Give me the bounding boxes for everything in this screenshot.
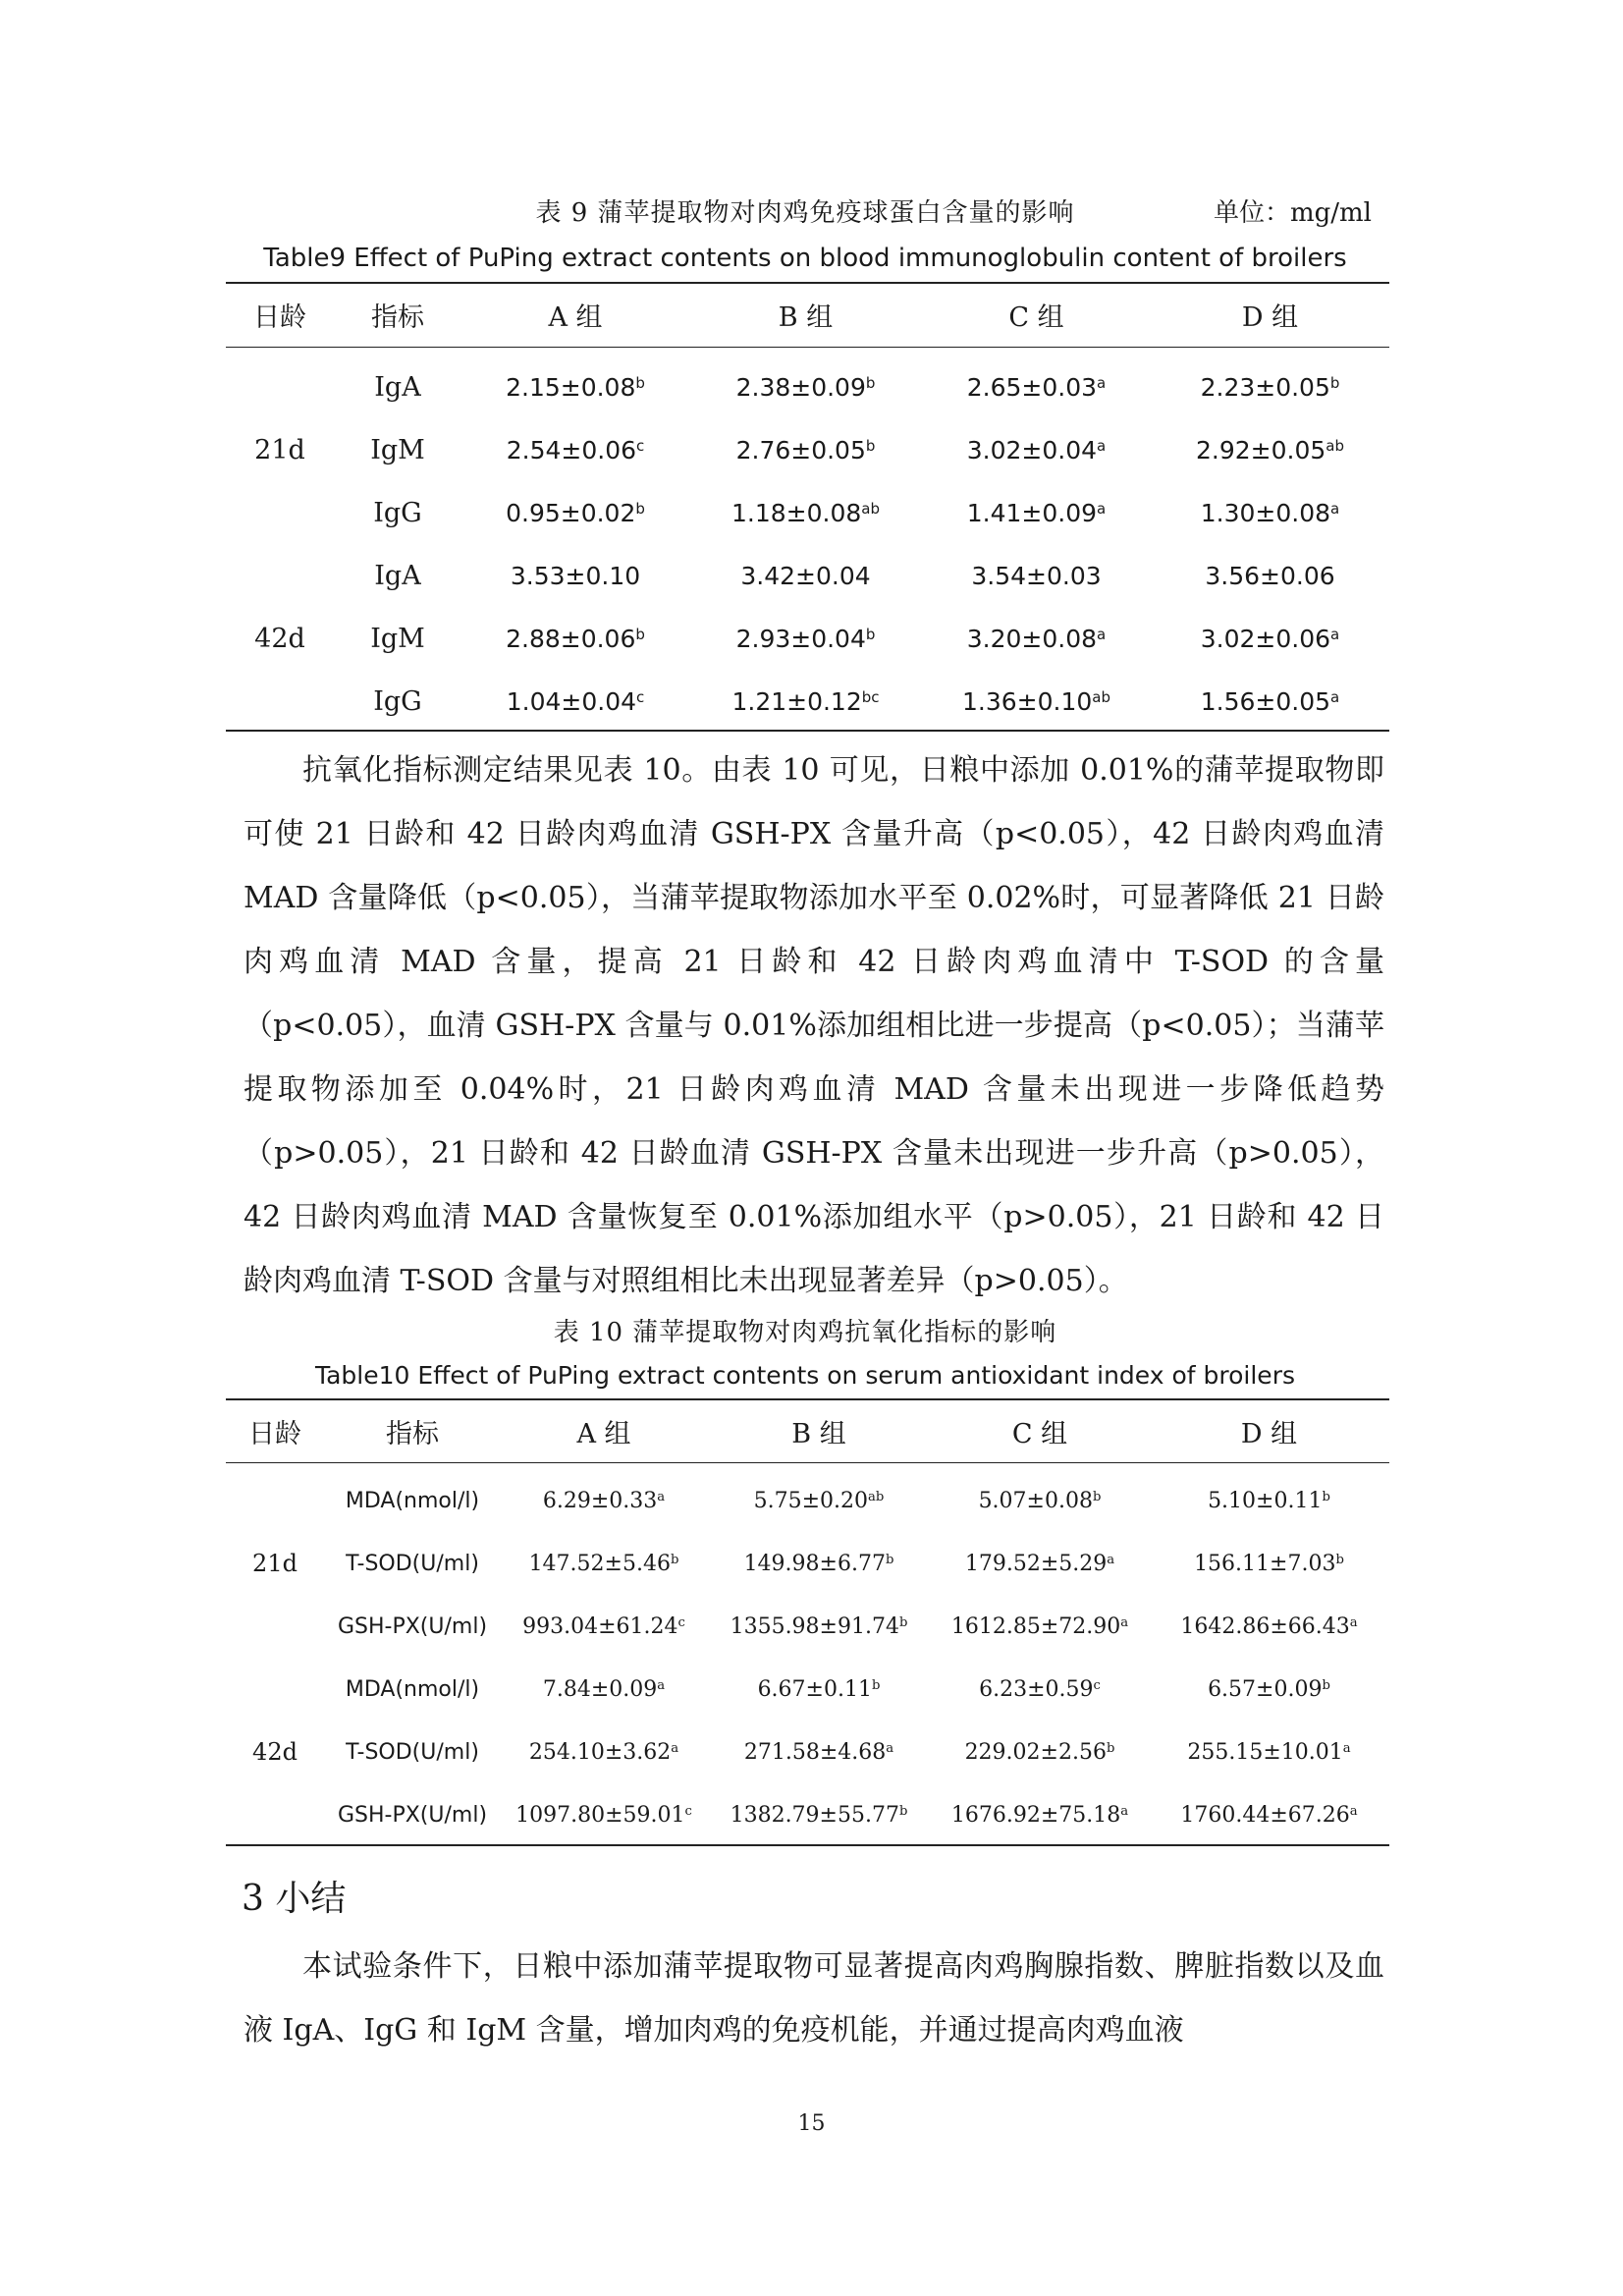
value-cell: 1382.79±55.77$^b$ xyxy=(730,1802,908,1828)
value-cell: 3.54±0.03 xyxy=(971,561,1102,590)
significance-letter: a xyxy=(1349,1614,1358,1630)
value-cell: 3.02±0.06$^a$ xyxy=(1200,624,1340,653)
value-cell: 5.75±0.20$^{ab}$ xyxy=(753,1488,885,1513)
column-header: A 组 xyxy=(576,1418,631,1449)
significance-letter: b xyxy=(635,625,645,643)
indicator-cell: IgG xyxy=(373,497,422,528)
table10-header-rule xyxy=(226,1462,1389,1463)
value-cell: 1760.44±67.26$^a$ xyxy=(1180,1802,1358,1828)
table9-caption-en: Table9 Effect of PuPing extract contents on blood immunoglobulin content of broilers xyxy=(263,244,1347,273)
value-cell: 2.15±0.08$^b$ xyxy=(506,372,645,402)
value-cell: 1642.86±66.43$^a$ xyxy=(1180,1613,1358,1639)
table-row xyxy=(226,670,1389,733)
column-header: B 组 xyxy=(778,302,834,333)
indicator-cell: IgA xyxy=(374,371,421,403)
column-header: 指标 xyxy=(386,1418,439,1449)
indicator-cell: GSH-PX(U/ml) xyxy=(337,1802,488,1828)
value-cell: 7.84±0.09$^a$ xyxy=(542,1676,666,1702)
significance-letter: a xyxy=(1342,1740,1351,1756)
significance-letter: b xyxy=(865,373,876,392)
body-paragraph-1 xyxy=(243,738,1384,1313)
indicator-cell: T-SOD(U/ml) xyxy=(346,1739,479,1765)
table-row xyxy=(226,1721,1389,1783)
significance-letter: a xyxy=(1097,625,1107,643)
significance-letter: b xyxy=(871,1677,881,1693)
value-cell: 6.57±0.09$^b$ xyxy=(1208,1676,1330,1702)
value-cell: 179.52±5.29$^a$ xyxy=(964,1551,1115,1576)
value-cell: 6.67±0.11$^b$ xyxy=(757,1676,881,1702)
indicator-cell: IgA xyxy=(374,560,421,591)
table-row xyxy=(226,1595,1389,1658)
value-cell: 1.41±0.09$^a$ xyxy=(966,498,1107,527)
significance-letter: ab xyxy=(868,1489,885,1504)
significance-letter: b xyxy=(670,1552,679,1567)
age-cell: 42d xyxy=(252,1738,298,1766)
table10-body xyxy=(226,1469,1389,1846)
significance-letter: ab xyxy=(1092,687,1110,706)
indicator-cell: T-SOD(U/ml) xyxy=(346,1551,479,1576)
significance-letter: b xyxy=(1322,1489,1330,1504)
table-row xyxy=(226,481,1389,544)
significance-letter: c xyxy=(677,1614,685,1630)
significance-letter: b xyxy=(1106,1740,1115,1756)
significance-letter: a xyxy=(886,1740,894,1756)
value-cell: 1676.92±75.18$^a$ xyxy=(950,1802,1129,1828)
value-cell: 6.29±0.33$^a$ xyxy=(542,1488,666,1513)
table-row xyxy=(226,544,1389,607)
age-cell: 21d xyxy=(254,434,305,465)
value-cell: 156.11±7.03$^b$ xyxy=(1194,1551,1344,1576)
paragraph-text: 抗氧化指标测定结果见表 10。由表 10 可见，日粮中添加 0.01%的蒲苹提取物即可使 21 日龄和 42 日龄肉鸡血清 GSH-PX 含量升高（p<0.05），42 日龄肉鸡血清 MAD 含量降低（p<0.05），当蒲苹提取物添加水平至 0.02%时，可显著降低 21 日龄肉鸡血清 MAD 含量，提高 21 日龄和 42 日龄肉鸡血清中 T-SOD 的含量（p<0.05），血清 GSH-PX 含量与 0.01%添加组相比进一步提高（p<0.05）；当蒲苹提取物添加至 0.04%时，21 日龄肉鸡血清 MAD 含量未出现进一步降低趋势（p>0.05），21 日龄和 42 日龄血清 GSH-PX 含量未出现进一步升高（p>0.05），42 日龄肉鸡血清 MAD 含量恢复至 0.01%添加组水平（p>0.05），21 日龄和 42 日龄肉鸡血清 T-SOD 含量与对照组相比未出现显著差异（p>0.05）。 xyxy=(243,753,1384,1298)
significance-letter: b xyxy=(1322,1677,1330,1693)
section-heading: 3 小结 xyxy=(242,1879,347,1919)
value-cell: 1.18±0.08$^{ab}$ xyxy=(731,498,880,527)
column-header: 日龄 xyxy=(253,302,306,333)
value-cell: 1.36±0.10$^{ab}$ xyxy=(962,686,1110,716)
table9-header xyxy=(226,283,1389,347)
value-cell: 1612.85±72.90$^a$ xyxy=(950,1613,1129,1639)
table9-body xyxy=(226,355,1389,733)
value-cell: 3.56±0.06 xyxy=(1205,561,1335,590)
significance-letter: a xyxy=(1097,373,1107,392)
indicator-cell: IgM xyxy=(370,434,425,465)
significance-letter: a xyxy=(1107,1552,1115,1567)
value-cell: 147.52±5.46$^b$ xyxy=(528,1551,679,1576)
value-cell: 1.56±0.05$^a$ xyxy=(1200,686,1340,716)
significance-letter: b xyxy=(898,1614,908,1630)
value-cell: 2.76±0.05$^b$ xyxy=(735,435,876,465)
significance-letter: a xyxy=(671,1740,679,1756)
value-cell: 0.95±0.02$^b$ xyxy=(506,498,645,527)
value-cell: 271.58±4.68$^a$ xyxy=(743,1739,894,1765)
significance-letter: b xyxy=(885,1552,894,1567)
significance-letter: b xyxy=(635,373,645,392)
significance-letter: b xyxy=(635,499,645,518)
significance-letter: b xyxy=(898,1803,908,1819)
column-header: D 组 xyxy=(1241,302,1299,333)
column-header: B 组 xyxy=(791,1418,846,1449)
indicator-cell: MDA(nmol/l) xyxy=(345,1488,480,1513)
value-cell: 3.02±0.04$^a$ xyxy=(966,435,1107,465)
column-header: C 组 xyxy=(1011,1418,1068,1449)
table10-header xyxy=(226,1399,1389,1462)
significance-letter: a xyxy=(1330,499,1340,518)
table-row xyxy=(226,607,1389,670)
significance-letter: c xyxy=(636,687,645,706)
value-cell: 993.04±61.24$^c$ xyxy=(522,1613,685,1639)
significance-letter: ab xyxy=(1325,436,1344,455)
significance-letter: a xyxy=(657,1489,666,1504)
significance-letter: c xyxy=(636,436,645,455)
table9-unit: 单位：mg/ml xyxy=(1213,198,1372,228)
table9-caption-cn: 表 9 蒲苹提取物对肉鸡免疫球蛋白含量的影响 xyxy=(535,198,1075,228)
value-cell: 3.42±0.04 xyxy=(740,561,871,590)
table-row xyxy=(226,1783,1389,1846)
age-cell: 21d xyxy=(252,1550,298,1577)
value-cell: 255.15±10.01$^a$ xyxy=(1187,1739,1351,1765)
table10-caption-cn: 表 10 蒲苹提取物对肉鸡抗氧化指标的影响 xyxy=(553,1318,1057,1347)
indicator-cell: MDA(nmol/l) xyxy=(345,1676,480,1702)
value-cell: 254.10±3.62$^a$ xyxy=(528,1739,679,1765)
significance-letter: c xyxy=(684,1803,692,1819)
value-cell: 2.23±0.05$^b$ xyxy=(1200,372,1340,402)
table-row xyxy=(226,355,1389,418)
indicator-cell: IgG xyxy=(373,685,422,717)
significance-letter: a xyxy=(1330,625,1340,643)
significance-letter: bc xyxy=(861,687,880,706)
significance-letter: a xyxy=(1097,436,1107,455)
value-cell: 2.65±0.03$^a$ xyxy=(966,372,1107,402)
column-header: D 组 xyxy=(1240,1418,1298,1449)
value-cell: 1.21±0.12$^{bc}$ xyxy=(731,686,880,716)
value-cell: 2.93±0.04$^b$ xyxy=(735,624,876,653)
age-cell: 42d xyxy=(254,623,305,654)
significance-letter: a xyxy=(657,1677,666,1693)
table-row xyxy=(226,1532,1389,1595)
page-number: 15 xyxy=(797,2111,826,2136)
value-cell: 1.04±0.04$^c$ xyxy=(506,686,645,716)
value-cell: 5.07±0.08$^b$ xyxy=(978,1488,1102,1513)
significance-letter: a xyxy=(1330,687,1340,706)
table9-header-rule xyxy=(226,347,1389,348)
paragraph-text: 本试验条件下，日粮中添加蒲苹提取物可显著提高肉鸡胸腺指数、脾脏指数以及血液 IgA、IgG 和 IgM 含量，增加肉鸡的免疫机能，并通过提高肉鸡血液 xyxy=(243,1949,1384,2048)
indicator-cell: IgM xyxy=(370,623,425,654)
table10-caption-en: Table10 Effect of PuPing extract contents on serum antioxidant index of broilers xyxy=(314,1361,1295,1390)
value-cell: 149.98±6.77$^b$ xyxy=(743,1551,894,1576)
value-cell: 1.30±0.08$^a$ xyxy=(1200,498,1340,527)
significance-letter: a xyxy=(1120,1614,1129,1630)
significance-letter: ab xyxy=(861,499,880,518)
significance-letter: b xyxy=(1092,1489,1102,1504)
column-header: 日龄 xyxy=(248,1418,301,1449)
significance-letter: b xyxy=(1335,1552,1344,1567)
value-cell: 1097.80±59.01$^c$ xyxy=(515,1802,692,1828)
value-cell: 3.53±0.10 xyxy=(510,561,641,590)
value-cell: 5.10±0.11$^b$ xyxy=(1208,1488,1330,1513)
value-cell: 3.20±0.08$^a$ xyxy=(966,624,1107,653)
column-header: 指标 xyxy=(371,302,424,333)
body-paragraph-2 xyxy=(243,1935,1384,2062)
value-cell: 2.38±0.09$^b$ xyxy=(735,372,876,402)
significance-letter: b xyxy=(865,436,876,455)
table-row xyxy=(226,418,1389,481)
table-row xyxy=(226,1658,1389,1721)
value-cell: 2.92±0.05$^{ab}$ xyxy=(1196,435,1344,465)
table-row xyxy=(226,1469,1389,1532)
column-header: C 组 xyxy=(1008,302,1064,333)
significance-letter: b xyxy=(865,625,876,643)
significance-letter: c xyxy=(1093,1677,1101,1693)
significance-letter: b xyxy=(1329,373,1340,392)
indicator-cell: GSH-PX(U/ml) xyxy=(337,1613,488,1639)
value-cell: 6.23±0.59$^c$ xyxy=(979,1676,1101,1702)
value-cell: 2.88±0.06$^b$ xyxy=(506,624,645,653)
significance-letter: a xyxy=(1349,1803,1358,1819)
value-cell: 229.02±2.56$^b$ xyxy=(964,1739,1115,1765)
significance-letter: a xyxy=(1097,499,1107,518)
value-cell: 2.54±0.06$^c$ xyxy=(506,435,645,465)
column-header: A 组 xyxy=(548,302,603,333)
significance-letter: a xyxy=(1120,1803,1129,1819)
value-cell: 1355.98±91.74$^b$ xyxy=(730,1613,908,1639)
